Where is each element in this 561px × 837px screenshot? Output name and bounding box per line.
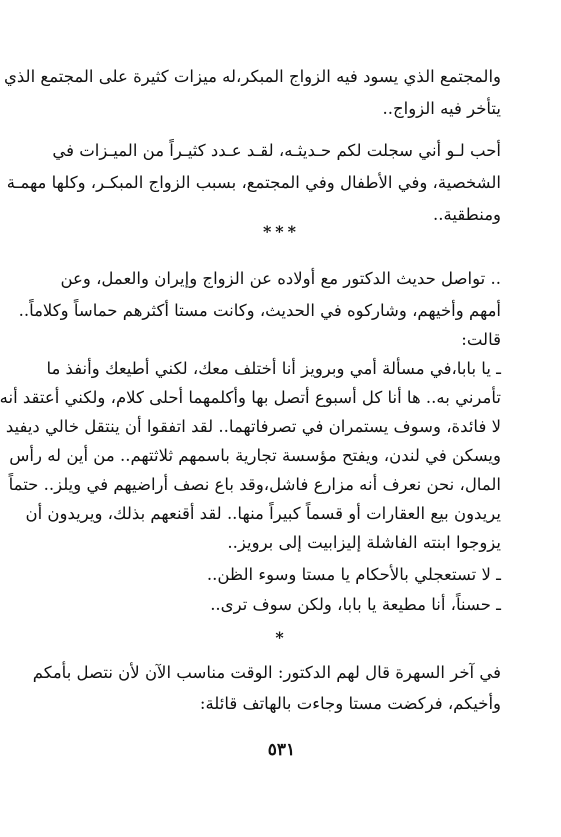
paragraph-3-line-3: قالت: — [461, 330, 501, 349]
book-page — [2, 0, 561, 837]
dialogue-line-1: ـ لا تستعجلي بالأحكام يا مستا وسوء الظن.. — [206, 565, 501, 584]
section-separator: * — [275, 628, 288, 647]
paragraph-4-line-4: ويسكن في لندن، ويفتح مؤسسة تجارية باسمهم ثلاثتهم.. من أين له رأس — [9, 446, 501, 465]
paragraph-3-line-1: .. تواصل حديث الدكتور مع أولاده عن الزواج وإيران والعمل، وعن — [60, 269, 501, 288]
paragraph-2-line-3: ومنطقية.. — [433, 205, 501, 224]
paragraph-4-line-7: يزوجوا ابنته الفاشلة إليزابيت إلى برويز.. — [227, 533, 501, 552]
paragraph-4-line-1: ـ يا بابا،في مسألة أمي وبرويز أنا أختلف معك، لكني أطيعك وأنفذ ما — [46, 359, 501, 378]
paragraph-1-line-1: والمجتمع الذي يسود فيه الزواج المبكر،له ميزات كثيرة على المجتمع الذي — [3, 67, 501, 86]
paragraph-4-line-5: المال، نحن نعرف أنه مزارع فاشل،وقد باع نصف أراضيهم في ويلز.. حتماً — [8, 475, 501, 494]
paragraph-3-line-2: أمهم وأخيهم، وشاركوه في الحديث، وكانت مستا أكثرهم حماساً وكلاماً.. — [18, 301, 501, 320]
paragraph-4-line-2: تأمرني به.. ها أنا كل أسبوع أتصل بها وأكلمهما أحلى كلام، ولكني أعتقد أنه — [0, 388, 501, 407]
paragraph-1-line-2: يتأخر فيه الزواج.. — [382, 99, 501, 118]
paragraph-2-line-1: أحب لـو أني سجلت لكم حـديثـه، لقـد عـدد كثيـراً من الميـزات في — [52, 141, 501, 160]
paragraph-2-line-2: الشخصية، وفي الأطفال وفي المجتمع، بسبب الزواج المبكـر، وكلها مهمـة — [6, 173, 501, 192]
paragraph-4-line-6: يريدون بيع العقارات أو قسماً كبيراً منها.. لقد أقنعهم بذلك، ويريدون أن — [25, 504, 501, 523]
paragraph-5-line-1: في آخر السهرة قال لهم الدكتور: الوقت مناسب الآن لأن نتصل بأمكم — [32, 663, 501, 682]
paragraph-5-line-2: وأخيكم، فركضت مستا وجاءت بالهاتف قائلة: — [199, 694, 501, 713]
paragraph-4-line-3: لا فائدة، وسوف يستمران في تصرفاتهما.. لقد اتفقوا أن ينتقل خالي ديفيد — [5, 417, 501, 436]
page-number: ٥٣١ — [267, 740, 296, 760]
dialogue-line-2: ـ حسناً، أنا مطيعة يا بابا، ولكن سوف ترى.. — [210, 595, 501, 614]
section-separator: *** — [262, 222, 301, 241]
